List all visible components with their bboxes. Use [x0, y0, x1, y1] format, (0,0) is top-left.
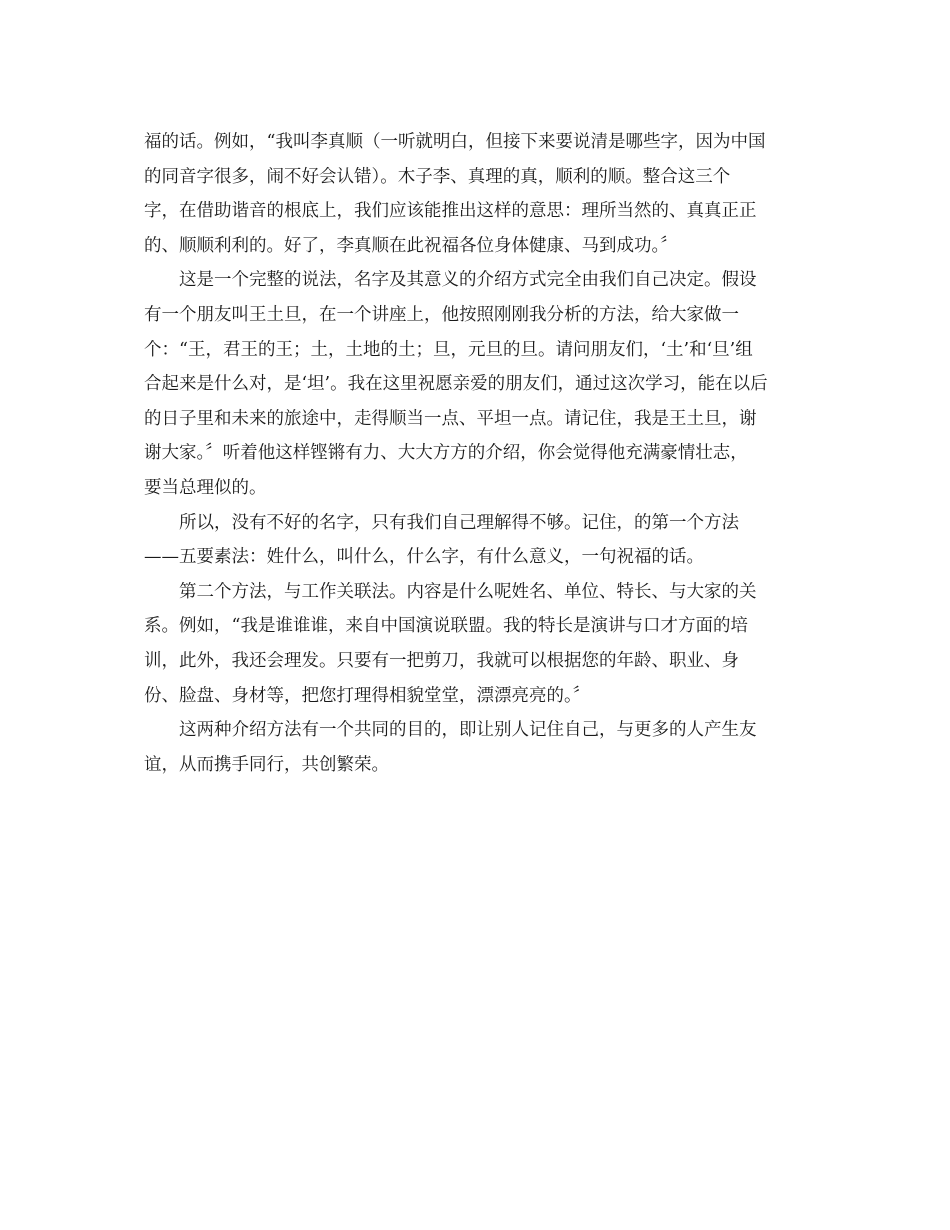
text-line: 所以，没有不好的名字，只有我们自己理解得不够。记住，的第一个方法 [144, 512, 739, 533]
body-text [144, 125, 814, 782]
text-line: ——五要素法：姓什么，叫什么，什么字，有什么意义，一句祝福的话。 [144, 547, 704, 568]
text-line: 系。例如，“我是谁谁谁，来自中国演说联盟。我的特长是演讲与口才方面的培 [144, 616, 748, 637]
text-line: 要当总理似的。 [144, 477, 267, 498]
text-line: 这是一个完整的说法，名字及其意义的介绍方式完全由我们自己决定。假设 [144, 270, 757, 291]
text-line: 谢大家。〞听着他这样铿锵有力、大大方方的介绍，你会觉得他充满豪情壮志， [144, 443, 748, 464]
text-line: 份、脸盘、身材等，把您打理得相貌堂堂，漂漂亮亮的。〞 [144, 685, 591, 706]
text-line: 的、顺顺利利的。好了，李真顺在此祝福各位身体健康、马到成功。〞 [144, 235, 678, 256]
text-line: 福的话。例如，“我叫李真顺（一听就明白，但接下来要说清是哪些字，因为中国 [144, 132, 766, 152]
text-line: 谊，从而携手同行，共创繁荣。 [144, 754, 389, 775]
text-line: 合起来是什么对，是‘坦’。我在这里祝愿亲爱的朋友们，通过这次学习，能在以后 [144, 374, 768, 395]
text-line: 的日子里和未来的旅途中，走得顺当一点、平坦一点。请记住，我是王土旦，谢 [144, 408, 757, 429]
text-line: 这两种介绍方法有一个共同的目的，即让别人记住自己，与更多的人产生友 [144, 720, 757, 741]
text-line: 有一个朋友叫王土旦，在一个讲座上，他按照刚刚我分析的方法，给大家做一 [144, 304, 739, 325]
text-line: 训，此外，我还会理发。只要有一把剪刀，我就可以根据您的年龄、职业、身 [144, 650, 739, 671]
text-line: 第二个方法，与工作关联法。内容是什么呢姓名、单位、特长、与大家的关 [144, 581, 757, 602]
text-line: 个：“王，君王的王；土，土地的土；旦，元旦的旦。请问朋友们，‘土’和‘旦’组 [144, 339, 753, 360]
text-line: 字，在借助谐音的根底上，我们应该能推出这样的意思：理所当然的、真真正正 [144, 201, 757, 222]
text-line: 的同音字很多，闹不好会认错）。木子李、真理的真，顺利的顺。整合这三个 [144, 166, 731, 187]
